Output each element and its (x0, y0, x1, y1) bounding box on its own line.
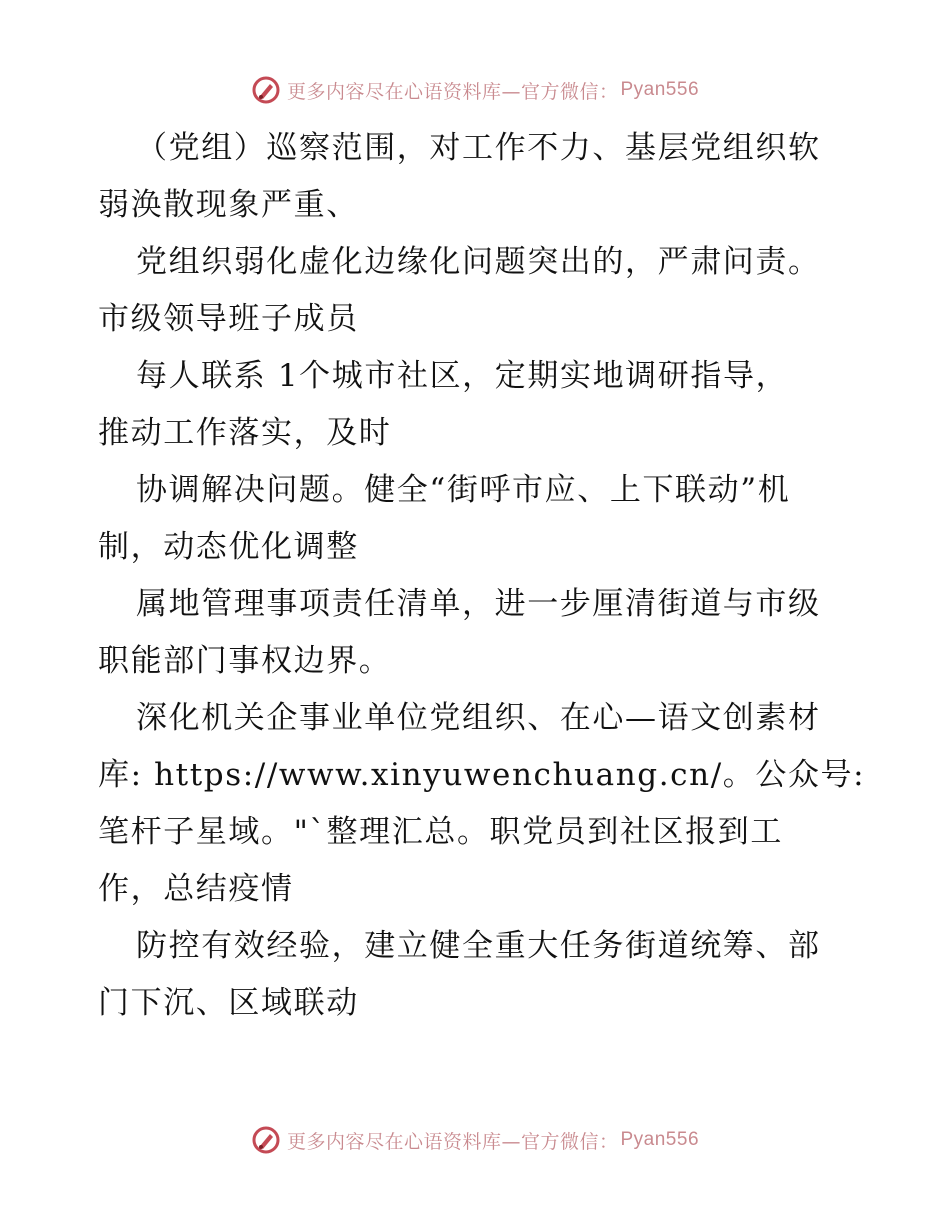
text-line: 作，总结疫情 (98, 871, 294, 907)
text-line: 笔杆子星域。"`整理汇总。职党员到社区报到工 (98, 814, 783, 850)
text-line: 协调解决问题。健全“街呼市应、上下联动”机 (136, 472, 791, 508)
document-body (98, 120, 866, 1032)
watermark-wechat-id: Pyan556 (620, 1129, 700, 1150)
watermark-text: 更多内容尽在心语资料库—官方微信： (286, 1130, 619, 1153)
text-line: 制，动态优化调整 (98, 529, 359, 565)
text-line: 推动工作落实，及时 (98, 415, 392, 451)
text-line: 属地管理事项责任清单，进一步厘清街道与市级 (136, 586, 821, 622)
watermark-footer (0, 1120, 950, 1160)
pen-circle-logo-icon (251, 1125, 281, 1155)
text-line: 每人联系 1个城市社区，定期实地调研指导， (136, 358, 789, 394)
text-line: （党组）巡察范围，对工作不力、基层党组织软 (136, 130, 821, 166)
watermark-header (0, 70, 950, 110)
text-line: 库: https://www.xinyuwenchuang.cn/。公众号: (98, 757, 866, 793)
text-line: 深化机关企事业单位党组织、在心—语文创素材 (136, 700, 821, 736)
text-line: 防控有效经验，建立健全重大任务街道统筹、部 (136, 928, 821, 964)
text-line: 弱涣散现象严重、 (98, 187, 359, 223)
text-line: 市级领导班子成员 (98, 301, 359, 337)
pen-circle-logo-icon (251, 75, 281, 105)
text-line: 党组织弱化虚化边缘化问题突出的，严肃问责。 (136, 244, 821, 280)
text-line: 职能部门事权边界。 (98, 643, 392, 679)
watermark-text: 更多内容尽在心语资料库—官方微信： (286, 80, 619, 103)
text-line: 门下沉、区域联动 (98, 985, 359, 1021)
watermark-wechat-id: Pyan556 (620, 79, 700, 100)
